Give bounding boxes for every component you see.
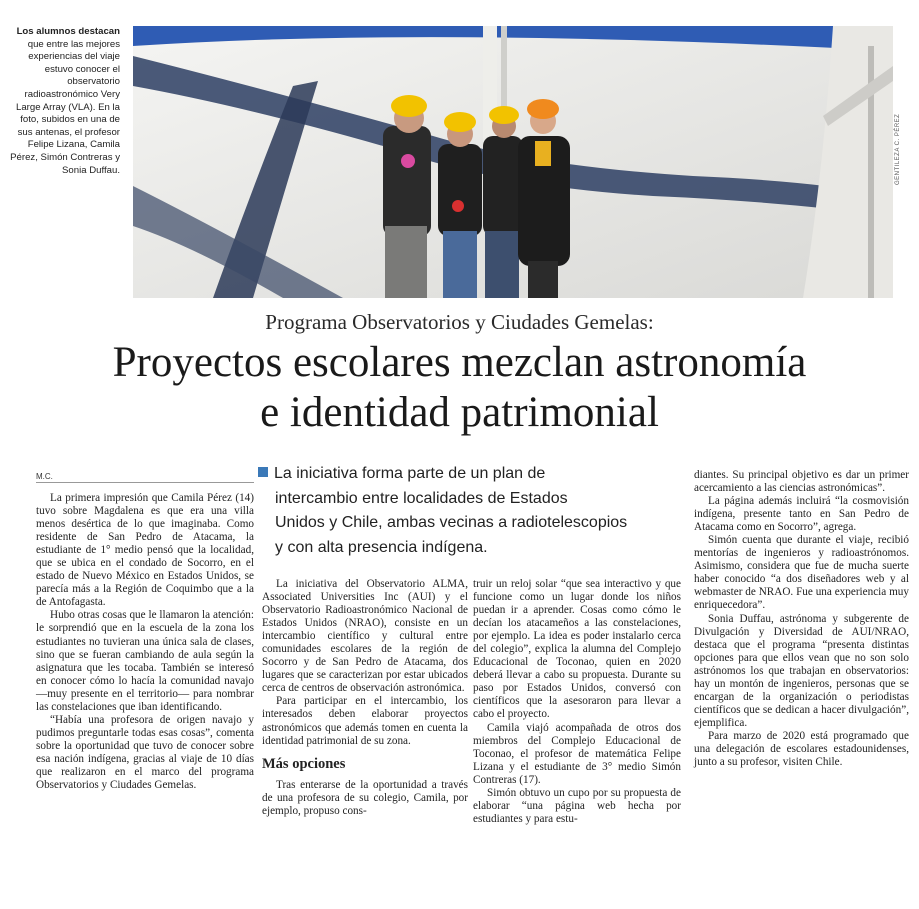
paragraph: Para marzo de 2020 está programado que una delegación de escolares estadounidenses, junto a su profesor, visiten Chile. [694, 729, 909, 769]
paragraph: Hubo otras cosas que le llamaron la atención: le sorprendió que en la escuela de la zona los estudiantes no tuvieran una única sala de clases, sino que se fueran cambiando de aula según la asignatura que les tocaba. También se interesó en conocer cómo lo hacía la comunidad navajo —muy presente en el territorio— para nombrar las constelaciones que iban identificando. [36, 609, 254, 713]
headline [0, 338, 919, 438]
paragraph: Tras enterarse de la oportunidad a través de una profesora de su colegio, Camila, por ejemplo, propuso cons- [262, 778, 468, 817]
article-column-2 [262, 578, 468, 818]
paragraph: “Había una profesora de origen navajo y pudimos preguntarle todas esas cosas”, comenta sobre la oportunidad que tuvo de conocer sobre esa nación indígena, gracias al viaje de 10 días que realizaron en el marco del programa Observatorios y Ciudades Gemelas. [36, 713, 254, 792]
paragraph: La página además incluirá “la cosmovisión indígena, presente tanto en San Pedro de Atacama como en Socorro”, agrega. [694, 495, 909, 534]
paragraph: Simón cuenta que durante el viaje, recibió mentorías de ingenieros y radioastrónomos. Asimismo, considera que fue de mucha suerte haber conocido “a dos diseñadores web y al webmaster de NRAO. Fue una experiencia muy enriquecedora”. [694, 534, 909, 612]
article-photo [133, 26, 893, 298]
paragraph: diantes. Su principal objetivo es dar un primer acercamiento a las ciencias astronómicas”. [694, 469, 909, 495]
pull-quote-line: Unidos y Chile, ambas vecinas a radiotelescopios [275, 514, 628, 531]
article-column-4 [694, 469, 909, 769]
byline: M.C. [36, 472, 53, 481]
kicker: Programa Observatorios y Ciudades Gemelas: [265, 310, 654, 334]
paragraph: Para participar en el intercambio, los interesados deben elaborar proyectos astronómicos que además tomen en cuenta la identidad patrimonial de su zona. [262, 695, 468, 747]
paragraph: Camila viajó acompañada de otros dos miembros del Complejo Educacional de Toconao, el profesor de matemática Felipe Lizana y el estudiante de 3° medio Simón Contreras (17). [473, 721, 681, 786]
pull-quote-line: La iniciativa forma parte de un plan de [274, 465, 546, 482]
headline-line-2: e identidad patrimonial [260, 389, 659, 436]
caption-text: que entre las mejores experiencias del viaje estuvo conocer el observatorio radioastronómico Very Large Array (VLA). En la foto, subidos en una de sus antenas, el profesor Felipe Lizana, Camila Pérez, Simón Contreras y Sonia Duffau. [10, 38, 120, 176]
photo-caption [6, 26, 120, 177]
photo-antenna-image [133, 26, 893, 298]
paragraph: La primera impresión que Camila Pérez (14) tuvo sobre Magdalena es que era una villa menos desértica de lo que imaginaba. Como residente de San Pedro de Atacama, la estudiante de 1° medio pensó que la localidad, que se ubica en el condado de Socorro, en el estado de Nuevo México en Estados Unidos, se parecía más a la Región de Coquimbo que a la de Antofagasta. [36, 492, 254, 609]
pull-quote-line: intercambio entre localidades de Estados [275, 489, 568, 507]
headline-line-1: Proyectos escolares mezclan astronomía [112, 339, 807, 386]
square-bullet-icon [258, 467, 268, 477]
pull-quote [258, 462, 684, 560]
byline-divider [36, 482, 254, 483]
paragraph: Simón obtuvo un cupo por su propuesta de elaborar “una página web hecha por estudiantes y para estu- [473, 786, 681, 825]
subhead: Más opciones [262, 755, 346, 772]
pull-quote-line: y con alta presencia indígena. [275, 538, 488, 556]
paragraph: La iniciativa del Observatorio ALMA, Associated Universities Inc (AUI) y el Observatorio Radioastronómico Nacional de Estados Unidos (NRAO), consiste en un intercambio científico y cultural entre comunidades escolares de la región de Socorro y de San Pedro de Atacama, dos lugares que se caracterizan por estar ubicados cerca de centros de observación astronómica. [262, 578, 468, 695]
photo-credit: GENTILEZA C. PÉREZ [895, 113, 901, 185]
caption-lead: Los alumnos destacan [16, 26, 120, 37]
article-column-3 [473, 578, 681, 826]
paragraph: Sonia Duffau, astrónoma y subgerente de Divulgación y Diversidad de AUI/NRAO, destaca que el programa “presenta distintas opciones para que ellos vean que no son solo astrónomos los que trabajan en observatorios: hay un montón de ingenieros, personas que se encargan de la organización o periodistas científicos que se dedican a hacer divulgación”, ejemplifica. [694, 612, 909, 729]
article-column-1 [36, 492, 254, 792]
paragraph: truir un reloj solar “que sea interactivo y que funcione como un lugar donde los niños puedan ir a aprender. Cosas como cómo le decían los atacameños a las constelaciones, por ejemplo. La idea es poder instalarlo cerca del colegio”, explica la alumna del Complejo Educacional de Toconao, quien en 2020 deberá llevar a cabo su propuesta. Durante su paso por Estados Unidos, conversó con científicos que la asesoraron para llevar a cabo el proyecto. [473, 578, 681, 721]
